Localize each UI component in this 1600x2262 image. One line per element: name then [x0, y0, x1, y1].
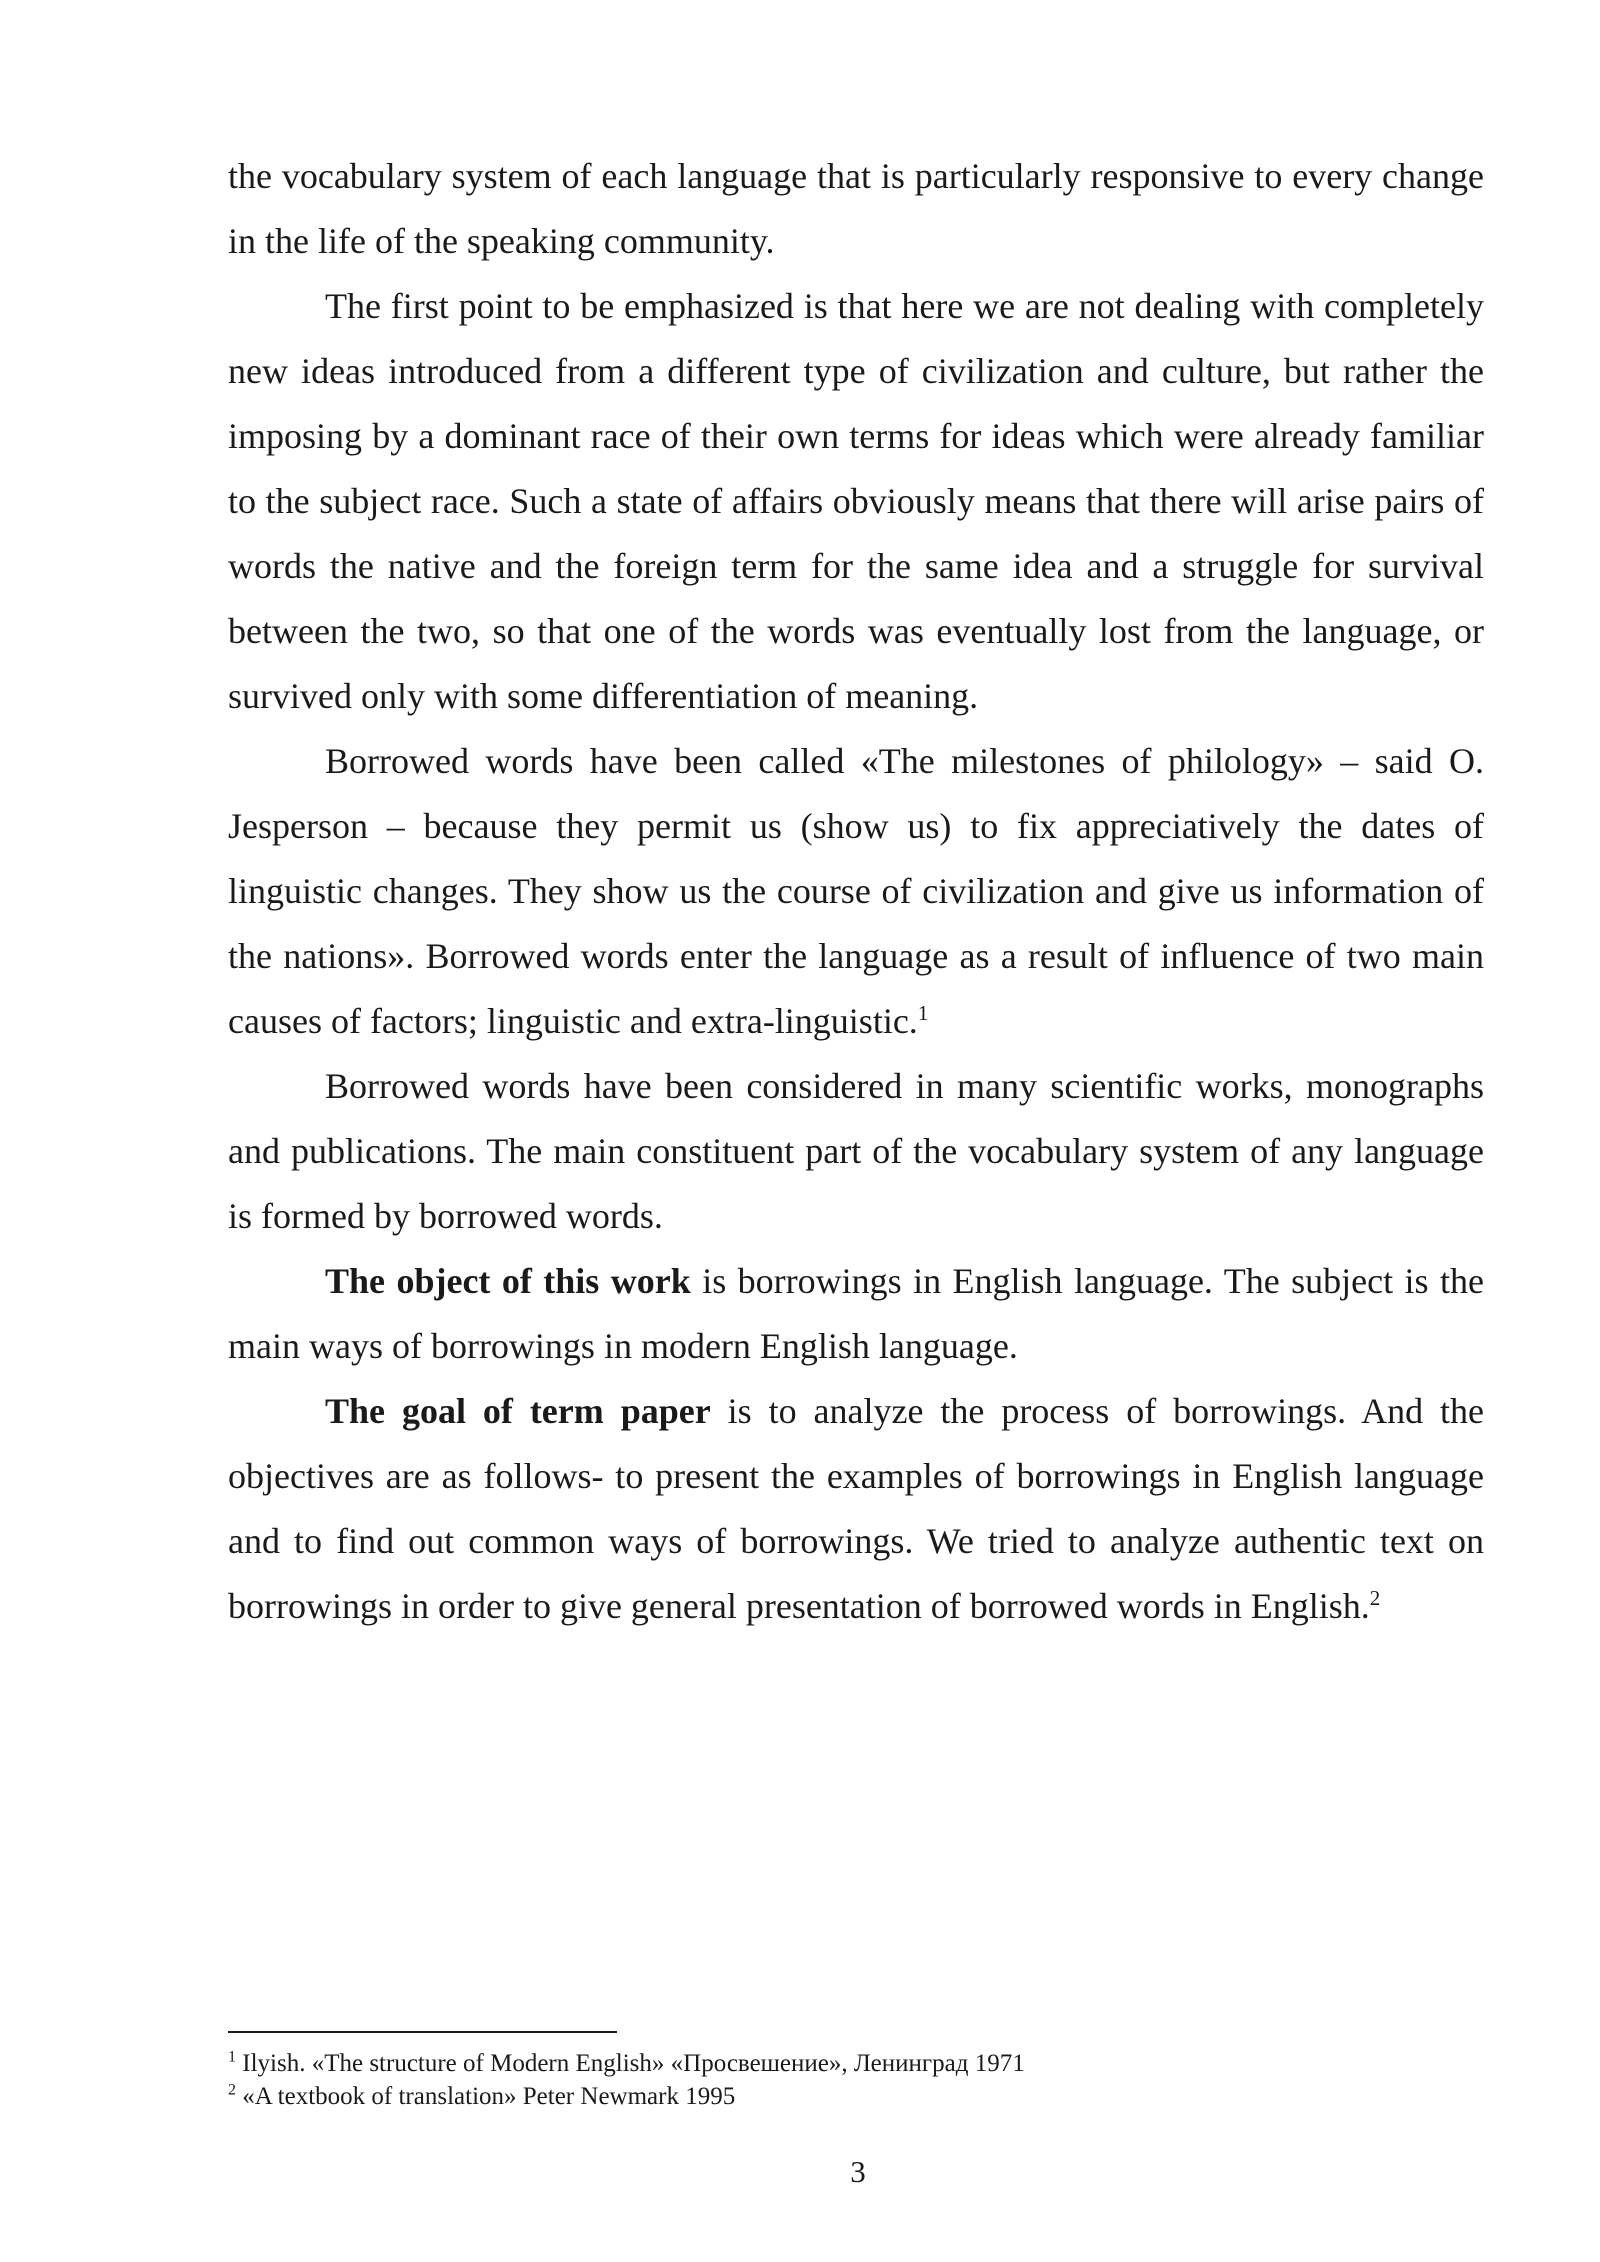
paragraph-first-point: [228, 274, 1484, 729]
page-number: 3: [850, 2154, 866, 2189]
paragraph-text: is to analyze the process of borrowings. And the objectives are as follows- to present the examples of borrowings in English language and to find out common ways of borrowings. We tried to analyze authentic text on borrowings in order to give general presentation of borrowed words in English.: [228, 1391, 1485, 1626]
footnotes: [228, 2047, 1484, 2113]
paragraph-heading: The object of this work: [325, 1261, 691, 1301]
paragraph-text: Borrowed words have been considered in many scientific works, monographs and publications. The main constituent part of the vocabulary system of any language is formed by borrowed words.: [228, 1066, 1484, 1236]
footnote-1: [228, 2047, 1484, 2080]
paragraph-text: is borrowings in English language. The subject is the main ways of borrowings in modern English language.: [228, 1261, 1484, 1366]
footnote-separator: [228, 2031, 617, 2033]
body-text: [228, 144, 1484, 1639]
footnote-number: 1: [228, 2048, 236, 2066]
footnote-2: [228, 2080, 1484, 2113]
paragraph-borrowed-words-considered: [228, 1054, 1484, 1249]
paragraph-borrowed-words-milestones: [228, 729, 1484, 1054]
paragraph-goal-of-paper: [228, 1379, 1484, 1639]
footnote-reference: 1: [917, 1001, 929, 1025]
paragraph-text: The first point to be emphasized is that here we are not dealing with completely new ideas introduced from a different type of civilization and culture, but rather the imposing by a dominant race of their own terms for ideas which were already familiar to the subject race. Such a state of affairs obviously means that there will arise pairs of words the native and the foreign term for the same idea and a struggle for survival between the two, so that one of the words was eventually lost from the language, or survived only with some differentiation of meaning.: [228, 286, 1484, 716]
paragraph-text: Borrowed words have been called «The milestones of philology» – said O. Jesperson – because they permit us (show us) to fix appreciatively the dates of linguistic changes. They show us the course of civilization and give us information of the nations». Borrowed words enter the language as a result of influence of two main causes of factors; linguistic and extra-linguistic.: [228, 741, 1484, 1041]
paragraph-object-of-work: [228, 1249, 1484, 1379]
paragraph-text: the vocabulary system of each language that is particularly responsive to every change in the life of the speaking community.: [228, 156, 1484, 261]
footnote-text: «A textbook of translation» Peter Newmark 1995: [236, 2083, 736, 2110]
paragraph-continuation: [228, 144, 1484, 274]
footnote-number: 2: [228, 2081, 236, 2099]
footnote-reference: 2: [1369, 1586, 1381, 1610]
paragraph-heading: The goal of term paper: [325, 1391, 711, 1431]
footnote-text: Ilyish. «The structure of Modern English» «Просвешение», Ленинград 1971: [236, 2050, 1025, 2077]
